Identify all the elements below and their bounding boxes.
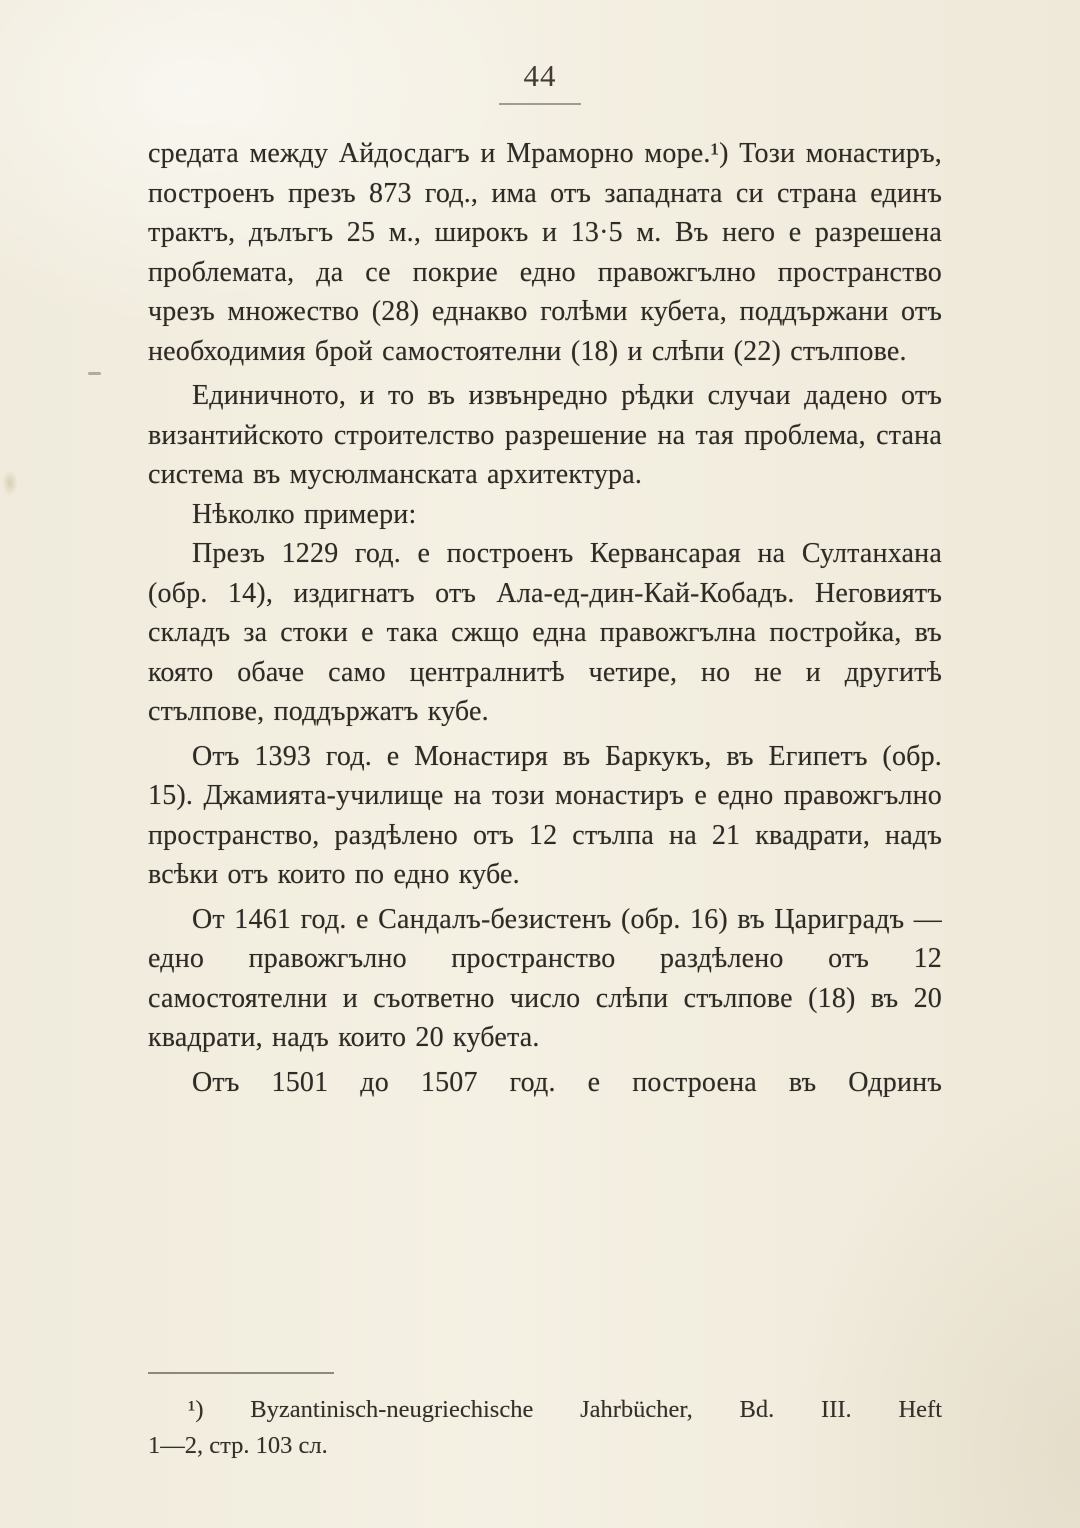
paragraph: Единичното, и то въ извънредно рѣдки случаи дадено отъ византийското строителство разрешение на тая проблема, стана система въ мусюлманската архитектура. [148, 380, 942, 490]
footnote-divider [148, 1372, 334, 1374]
footnote-line-2: 1—2, стр. 103 сл. [148, 1432, 328, 1459]
paragraph-examples-heading: Нѣколко примери: [192, 498, 417, 530]
paragraph-last-line: Отъ 1501 до 1507 год. е построена въ Одринъ [192, 1066, 942, 1098]
footnote [148, 1392, 942, 1464]
page-number: 44 [523, 58, 557, 93]
paragraph: Отъ 1393 год. е Монастиря въ Баркукъ, въ Египетъ (обр. 15). Джамията-училище на този монастиръ е едно правожгълно пространство, раздѣлено отъ 12 стълпа на 21 квадрати, надъ всѣки отъ които по едно кубе. [148, 740, 942, 890]
paragraph: Презъ 1229 год. е построенъ Кервансарая на Султанхана (обр. 14), издигнатъ отъ Ала-ед-дин-Кай-Кобадъ. Неговиятъ складъ за стоки е така сжщо една правожгълна постройка, въ която обаче само централнитѣ четире, но не и другитѣ стълпове, поддържатъ кубе. [148, 538, 942, 727]
scan-speck-dash [88, 372, 101, 375]
footnote-line-1: ¹) Byzantinisch-neugriechische Jahrbücher, Bd. III. Heft [188, 1396, 942, 1423]
paragraph-continuation: средата между Айдосдагъ и Мраморно море.¹) Този монастиръ, построенъ презъ 873 год., има отъ западната си страна единъ трактъ, дълъгъ 25 м., широкъ и 13·5 м. Въ него е разрешена проблемата, да се покрие едно правожгълно пространство чрезъ множество (28) еднакво голѣми кубета, поддържани отъ необходимия брой самостоятелни (18) и слѣпи (22) стълпове. [148, 138, 942, 367]
page-number-underline [499, 103, 581, 105]
scan-stain [2, 470, 18, 496]
page-body [148, 134, 942, 1102]
paragraph: От 1461 год. е Сандалъ-безистенъ (обр. 16) въ Цариградъ — едно правожгълно пространство раздѣлено отъ 12 самостоятелни и съответно число слѣпи стълпове (18) въ 20 квадрати, надъ които 20 кубета. [148, 903, 942, 1053]
